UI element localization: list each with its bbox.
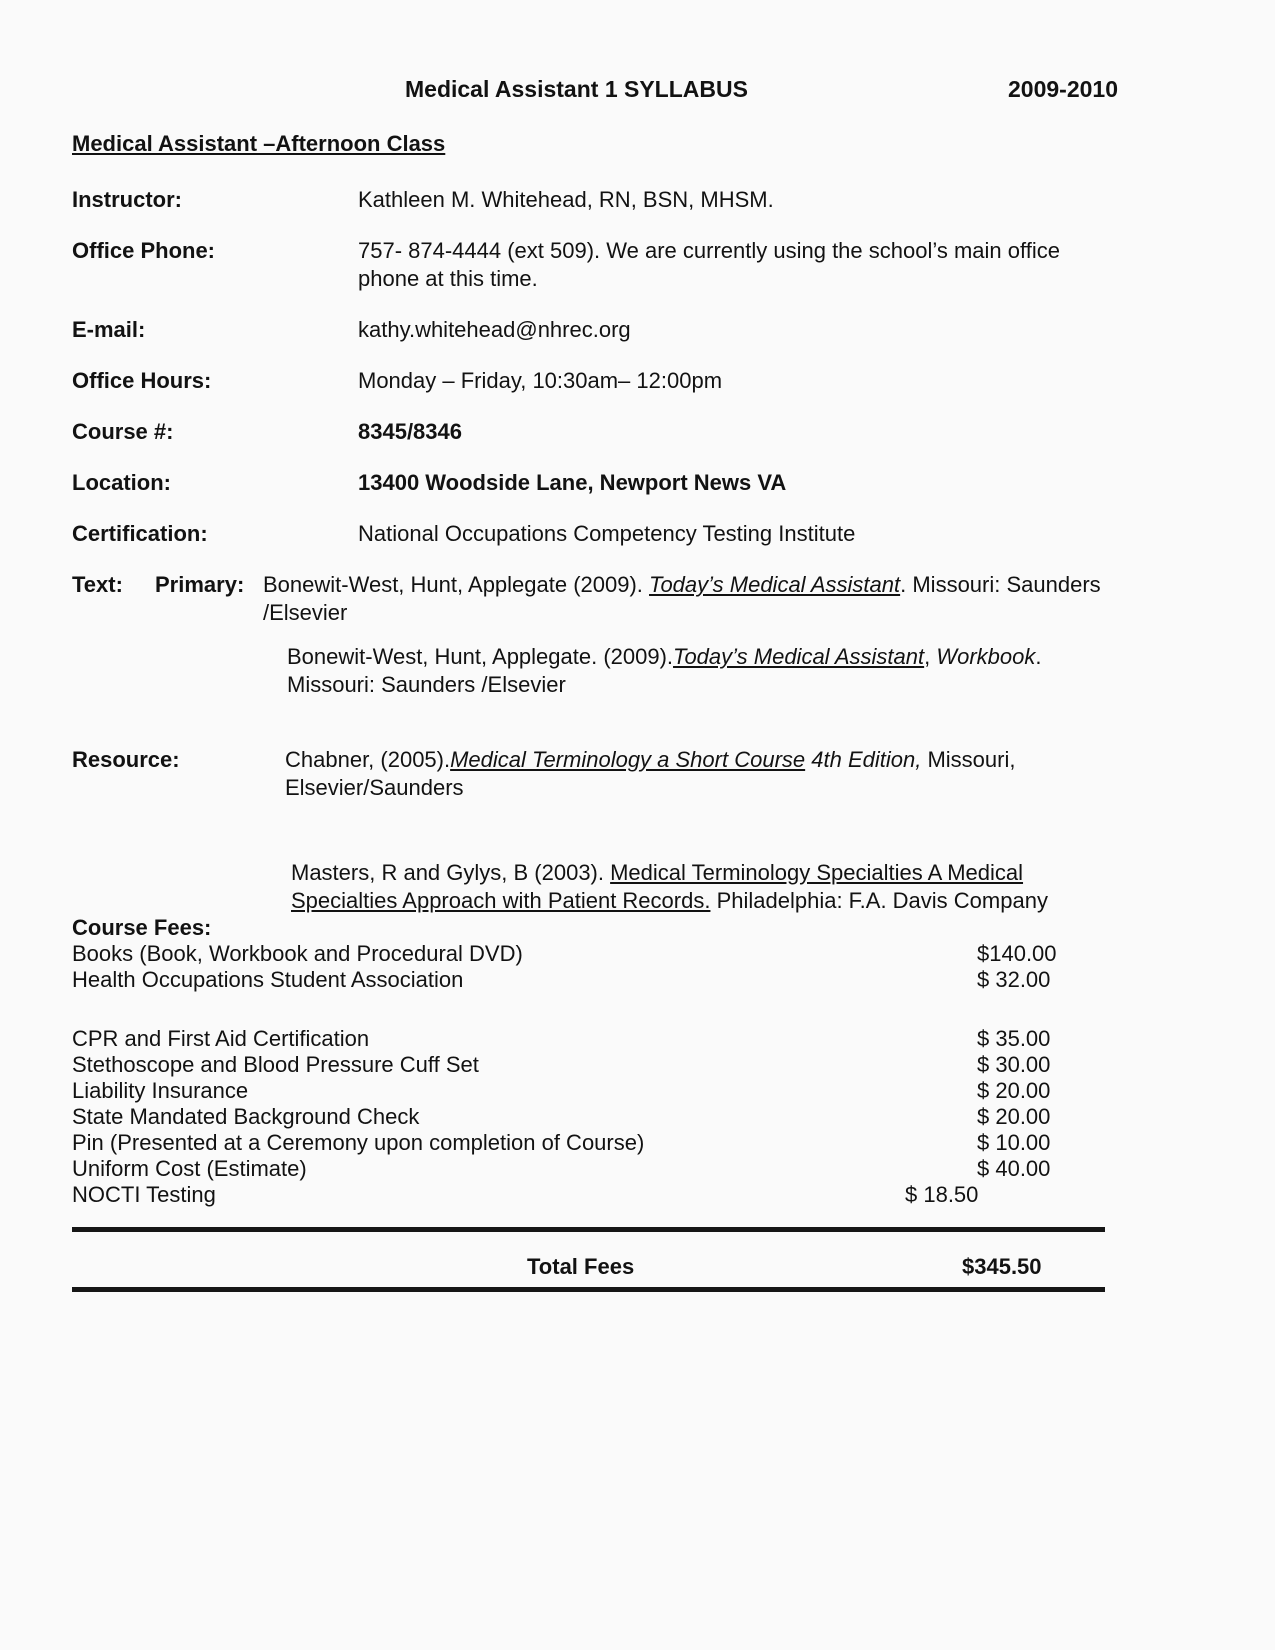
fee-amount: $ 10.00 (977, 1130, 1051, 1155)
info-label: Office Hours: (72, 368, 212, 393)
text-label: Text: (72, 572, 123, 597)
info-row-certification (72, 520, 1105, 548)
school-year: 2009-2010 (1008, 76, 1118, 102)
fee-name: Stethoscope and Blood Pressure Cuff Set (72, 1052, 479, 1077)
book-title: Today’s Medical Assistant (649, 572, 901, 597)
book-edition: 4th Edition, (805, 747, 922, 772)
fee-name: Pin (Presented at a Ceremony upon completion of Course) (72, 1130, 645, 1155)
citation-line (263, 571, 1101, 599)
fee-row (72, 1104, 1105, 1130)
info-label: Location: (72, 470, 171, 495)
citation-line (291, 887, 1105, 915)
primary-text-citation (263, 571, 1101, 627)
resource-label: Resource: (72, 747, 180, 772)
resource-citation-masters (291, 859, 1105, 915)
fee-amount: $ 40.00 (977, 1156, 1051, 1181)
citation-line: Elsevier/Saunders (285, 775, 464, 800)
citation-end: . (1035, 644, 1042, 669)
info-label: Instructor: (72, 187, 182, 212)
fee-row (72, 1078, 1105, 1104)
fee-row (72, 1182, 1105, 1208)
info-value: Kathleen M. Whitehead, RN, BSN, MHSM. (358, 187, 774, 212)
book-title: Specialties Approach with Patient Records. (291, 888, 711, 913)
info-row-office-hours (72, 367, 1105, 395)
fee-amount: $140.00 (977, 941, 1057, 966)
info-label: E-mail: (72, 317, 146, 342)
fee-name: Uniform Cost (Estimate) (72, 1156, 307, 1181)
info-row-instructor (72, 186, 1105, 214)
citation-line (285, 746, 1015, 774)
book-title: Medical Terminology a Short Course (450, 747, 806, 772)
fee-name: NOCTI Testing (72, 1182, 216, 1207)
citation-rest: . Missouri: Saunders (900, 572, 1101, 597)
resource-citation-chabner (285, 746, 1015, 802)
class-heading: Medical Assistant –Afternoon Class (72, 131, 446, 156)
workbook-citation (287, 643, 1105, 699)
citation-line: /Elsevier (263, 600, 348, 625)
fee-row (72, 1130, 1105, 1156)
book-title: Today’s Medical Assistant (673, 644, 925, 669)
fees-table (72, 941, 1105, 1208)
fee-amount: $ 32.00 (977, 967, 1051, 992)
primary-label: Primary: (155, 572, 245, 597)
fees-spacer (72, 993, 1105, 1026)
info-row-location (72, 469, 1105, 497)
fee-row (72, 967, 1105, 993)
fee-row (72, 941, 1105, 967)
fee-row (72, 1052, 1105, 1078)
info-row-email (72, 316, 1105, 344)
citation-authors: Masters, R and Gylys, B (2003). (291, 860, 611, 885)
citation-authors: Bonewit-West, Hunt, Applegate. (2009). (287, 644, 674, 669)
fee-amount: $ 20.00 (977, 1104, 1051, 1129)
fee-name: Liability Insurance (72, 1078, 249, 1103)
info-label: Certification: (72, 521, 208, 546)
citation-line (291, 859, 1105, 887)
fee-name: Books (Book, Workbook and Procedural DVD) (72, 941, 523, 966)
info-label: Course #: (72, 419, 174, 444)
fee-row (72, 1156, 1105, 1182)
citation-separator: , (924, 644, 937, 669)
info-value: 13400 Woodside Lane, Newport News VA (358, 470, 787, 495)
course-fees-heading: Course Fees: (72, 915, 212, 940)
resource-section (72, 746, 1105, 802)
fee-name: State Mandated Background Check (72, 1104, 420, 1129)
citation-authors: Chabner, (2005). (285, 747, 451, 772)
text-section (72, 571, 1105, 627)
citation-line (287, 643, 1105, 671)
info-value: Monday – Friday, 10:30am– 12:00pm (358, 368, 723, 393)
info-value: kathy.whitehead@nhrec.org (358, 317, 631, 342)
citation-rest: Missouri, (921, 747, 1016, 772)
fee-amount: $ 20.00 (977, 1078, 1051, 1103)
document-title: Medical Assistant 1 SYLLABUS (405, 76, 748, 102)
info-row-office-phone (72, 237, 1105, 293)
course-info-list (72, 186, 1105, 548)
citation-line: Missouri: Saunders /Elsevier (287, 672, 566, 697)
fee-name: Health Occupations Student Association (72, 967, 464, 992)
total-fees-amount: $345.50 (962, 1254, 1042, 1279)
info-value: 8345/8346 (358, 419, 462, 444)
document-header (72, 75, 1118, 103)
fee-amount: $ 18.50 (905, 1182, 979, 1207)
info-label: Office Phone: (72, 238, 216, 263)
fee-name: CPR and First Aid Certification (72, 1026, 370, 1051)
citation-rest: Philadelphia: F.A. Davis Company (710, 888, 1048, 913)
book-subtitle: Workbook (936, 644, 1036, 669)
book-title: Medical Terminology Specialties A Medical (610, 860, 1024, 885)
citation-authors: Bonewit-West, Hunt, Applegate (2009). (263, 572, 650, 597)
info-value: National Occupations Competency Testing Institute (358, 521, 856, 546)
fee-row (72, 1026, 1105, 1052)
info-row-course-number (72, 418, 1105, 446)
info-value: 757- 874-4444 (ext 509). We are currently using the school’s main office phone at this time. (358, 238, 1060, 291)
total-fees-label: Total Fees (527, 1254, 635, 1279)
fee-amount: $ 35.00 (977, 1026, 1051, 1051)
total-fees-row (72, 1227, 1105, 1292)
fee-amount: $ 30.00 (977, 1052, 1051, 1077)
